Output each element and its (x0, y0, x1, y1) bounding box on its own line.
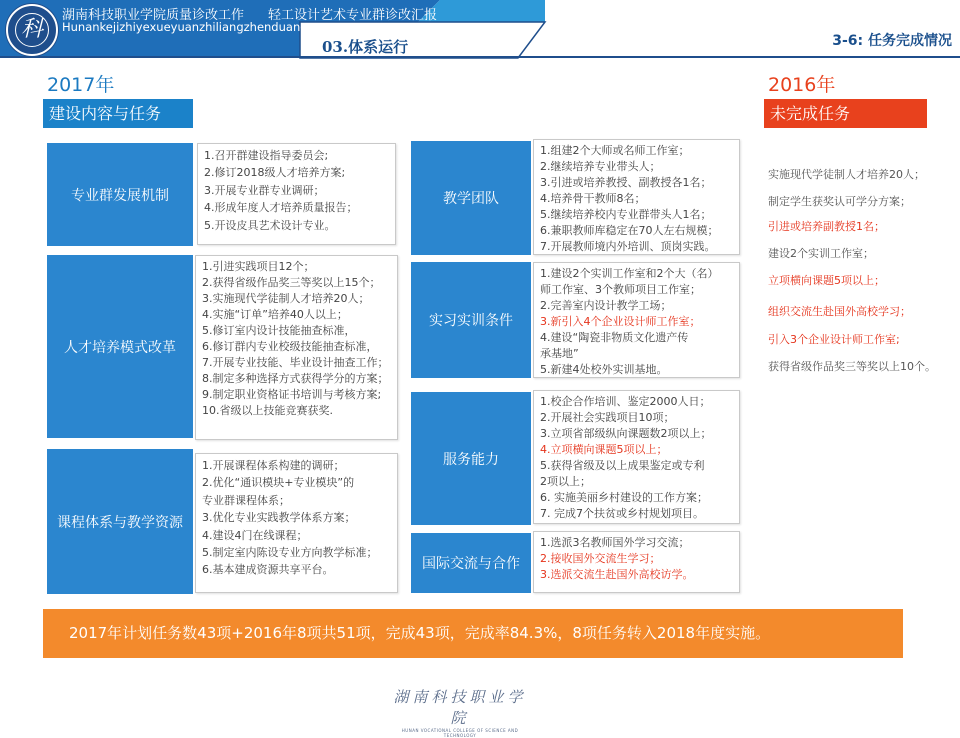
task-line: 2.完善室内设计教学工场； (540, 299, 672, 312)
task-line: 1.召开群建设指导委员会; (204, 149, 329, 162)
task-line: 3.实施现代学徒制人才培养20人； (202, 292, 370, 305)
school-logo-glyph: 科 (15, 13, 49, 47)
task-line: 3.引进或培养教授、副教授各1名； (540, 176, 712, 189)
category-curriculum-resources: 课程体系与教学资源 (47, 449, 193, 594)
task-line-highlighted: 4.立项横向课题5项以上； (540, 443, 668, 456)
task-line: 1.组建2个大师或名师工作室； (540, 144, 690, 157)
task-line-highlighted: 2.接收国外交流生学习； (540, 552, 661, 565)
task-line: 2.继续培养专业带头人； (540, 160, 661, 173)
task-line: 5.继续培养校内专业群带头人1名； (540, 208, 712, 221)
task-box-training-facilities (533, 262, 740, 378)
footer-school-name: 湖南科技职业学院 (393, 688, 527, 727)
header-pinyin: Hunankejizhiyexueyuanzhiliangzhenduangongzuo (62, 20, 350, 34)
task-line: 5.制定室内陈设专业方向教学标准； (202, 546, 378, 560)
task-line: 5.开设皮具艺术设计专业。 (204, 218, 336, 232)
task-line: 1.校企合作培训、鉴定2000人日； (540, 395, 711, 408)
header-title-right: 轻工设计艺术专业群诊改汇报 (268, 8, 438, 23)
task-line: 4.实施“订单”培养40人以上； (202, 308, 348, 321)
unfinished-item-highlighted: 组织交流生赴国外高校学习； (768, 305, 911, 318)
task-line: 1.开展课程体系构建的调研； (202, 459, 345, 472)
task-line-highlighted: 3.选派交流生赴国外高校访学。 (540, 568, 694, 581)
task-line-highlighted: 3.新引入4个企业设计师工作室； (540, 315, 701, 328)
task-line: 1.建设2个实训工作室和2个大（名） (540, 267, 719, 280)
task-line: 3.立项省部级纵向课题数2项以上； (540, 427, 712, 440)
task-line: 2.优化“通识模块+专业模块”的 (202, 476, 355, 490)
unfinished-item-highlighted: 引进或培养副教授1名； (768, 220, 885, 233)
category-international-exchange: 国际交流与合作 (411, 533, 531, 593)
task-line: 1.选派3名教师国外学习交流； (540, 536, 690, 549)
task-box-training-reform (195, 255, 398, 440)
page-label: 3-6: 任务完成情况 (832, 33, 952, 49)
task-line: 2.开展社会实践项目10项； (540, 411, 675, 424)
task-line: 6.基本建成资源共享平台。 (202, 563, 334, 577)
school-logo (6, 4, 58, 56)
task-line: 10.省级以上技能竞赛获奖. (202, 404, 333, 417)
task-line: 8.制定多种选择方式获得学分的方案； (202, 372, 389, 385)
banner-tasks: 建设内容与任务 (43, 99, 193, 128)
section-title: 03.体系运行 (322, 38, 409, 56)
unfinished-item: 获得省级作品奖三等奖以上10个。 (768, 360, 936, 373)
header-title-left: 湖南科技职业学院质量诊改工作 (62, 8, 245, 23)
task-line: 3.优化专业实践教学体系方案； (202, 511, 356, 525)
task-line: 9.制定职业资格证书培训与考核方案; (202, 388, 382, 401)
task-line: 7.开展专业技能、毕业设计抽查工作； (202, 356, 389, 369)
task-line: 6.修订群内专业校级技能抽查标准， (202, 340, 378, 353)
year-2016-label: 2016年 (768, 74, 836, 96)
task-line: 7. 完成7个扶贫或乡村规划项目。 (540, 507, 704, 520)
category-training-facilities: 实习实训条件 (411, 262, 531, 378)
task-line: 4.建设4门在线课程； (202, 528, 308, 542)
footer-school-english: HUNAN VOCATIONAL COLLEGE OF SCIENCE AND TECHNOLOGY (401, 728, 519, 738)
unfinished-item: 建设2个实训工作室； (768, 247, 874, 260)
task-line: 师工作室、3个教师项目工作室； (540, 283, 701, 296)
unfinished-item-highlighted: 立项横向课题5项以上； (768, 274, 885, 287)
task-line: 5.获得省级及以上成果鉴定或专利 (540, 459, 705, 472)
year-2017-label: 2017年 (47, 74, 115, 96)
task-line: 4.形成年度人才培养质量报告； (204, 201, 358, 215)
task-line: 4.培养骨干教师8名； (540, 192, 646, 205)
task-line: 4.建设“陶瓷非物质文化遗产传 (540, 331, 689, 344)
task-line: 3.开展专业群专业调研； (204, 183, 325, 197)
category-development-mechanism: 专业群发展机制 (47, 143, 193, 246)
task-line: 1.引进实践项目12个； (202, 260, 315, 273)
task-box-service-capacity (533, 390, 740, 524)
task-line: 6. 实施美丽乡村建设的工作方案； (540, 491, 708, 504)
unfinished-item-highlighted: 引入3个企业设计师工作室; (768, 333, 900, 346)
task-line: 2.获得省级作品奖三等奖以上15个； (202, 276, 381, 289)
category-service-capacity: 服务能力 (411, 392, 531, 525)
task-line: 7.开展教师境内外培训、顶岗实践。 (540, 240, 716, 253)
unfinished-item: 实施现代学徒制人才培养20人； (768, 168, 925, 181)
footer-school-logo (385, 686, 535, 738)
category-training-reform: 人才培养模式改革 (47, 255, 193, 438)
task-box-curriculum-resources (195, 453, 398, 593)
task-line: 承基地” (540, 347, 579, 360)
task-box-development-mechanism (197, 143, 396, 245)
task-line: 专业群课程体系； (202, 493, 290, 507)
task-box-teaching-team (533, 139, 740, 255)
task-box-international-exchange (533, 531, 740, 593)
unfinished-item: 制定学生获奖认可学分方案； (768, 195, 911, 208)
task-line: 5.修订室内设计技能抽查标准， (202, 324, 356, 337)
summary-banner: 2017年计划任务数43项+2016年8项共51项，完成43项，完成率84.3%，8项任务转入2018年度实施。 (43, 609, 903, 658)
banner-unfinished: 未完成任务 (764, 99, 927, 128)
category-teaching-team: 教学团队 (411, 141, 531, 255)
task-line: 2项以上； (540, 475, 591, 488)
task-line: 6.兼职教师库稳定在70人左右规模； (540, 224, 719, 237)
task-line: 5.新建4处校外实训基地。 (540, 363, 668, 376)
slide-header (0, 0, 960, 58)
task-line: 2.修订2018级人才培养方案; (204, 166, 346, 180)
